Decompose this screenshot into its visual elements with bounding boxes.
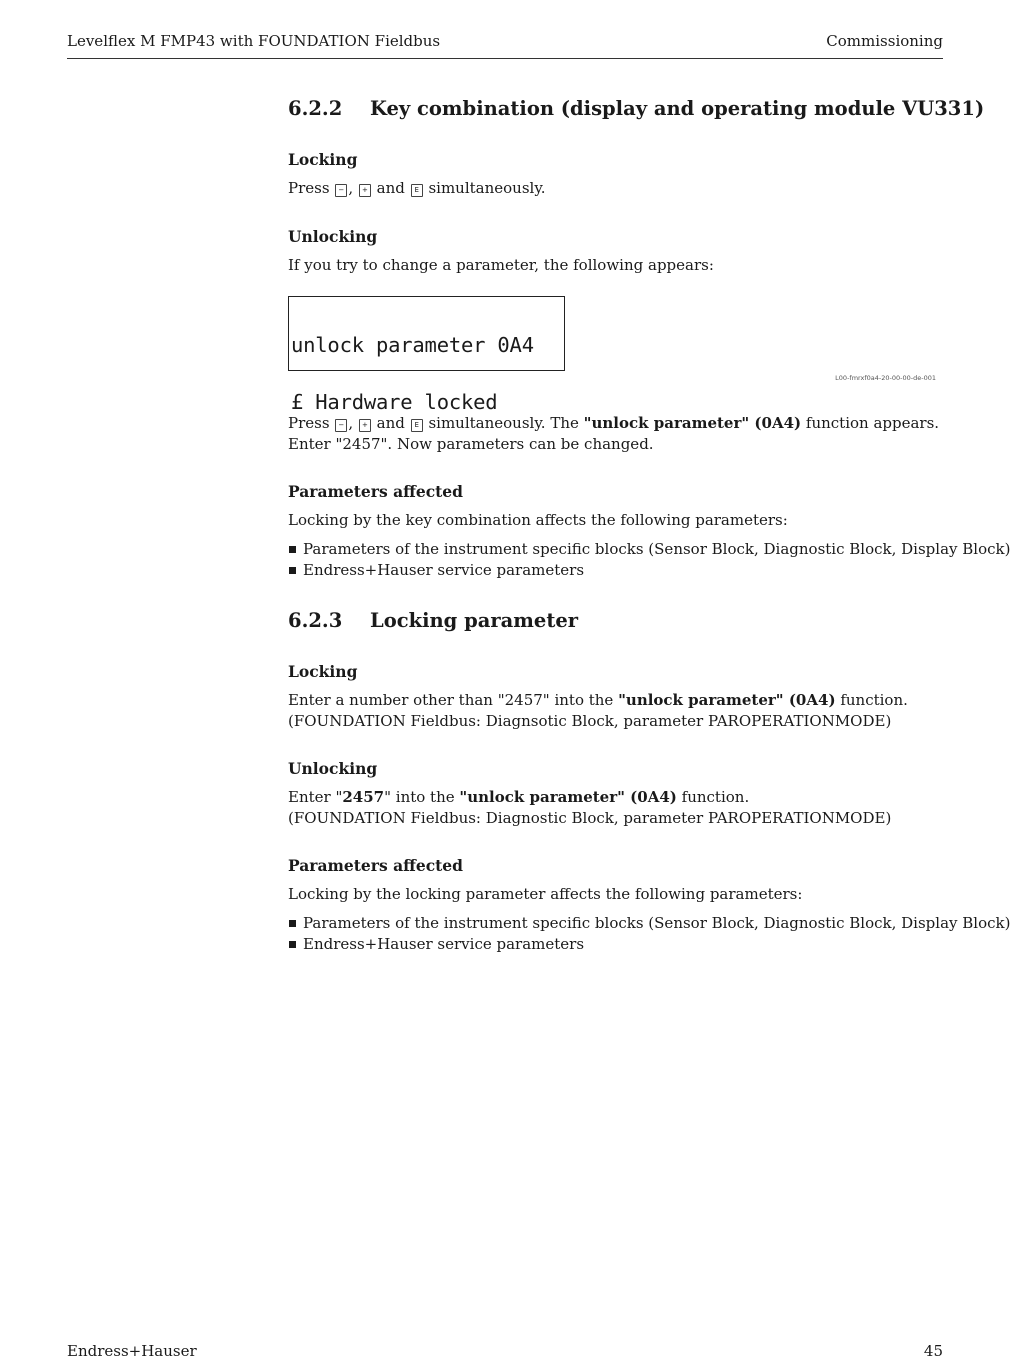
section-heading-6-2-3 [288,609,578,632]
unlocking-parameter-note: (FOUNDATION Fieldbus: Diagnostic Block, parameter PAROPERATIONMODE) [288,809,892,827]
unlocking-code-instruction: Enter "2457". Now parameters can be changed. [288,435,654,453]
minus-key-icon: − [335,419,347,432]
figure-code: L00-fmrxf0a4-20-00-00-de-001 [835,374,936,382]
lcd-display-figure [288,296,565,414]
list-item: Endress+Hauser service parameters [288,560,1010,581]
section-number: 6.2.3 [288,609,343,632]
affected-intro: Locking by the locking parameter affects the following parameters: [288,885,803,903]
subheading-locking: Locking [288,662,358,681]
enter-key-icon: E [411,419,423,432]
list-item: Endress+Hauser service parameters [288,934,1010,955]
section-title: Locking parameter [370,609,579,632]
unlocking-parameter-instruction: Enter "2457" into the "unlock parameter" (0A4) function. [288,788,750,806]
subheading-parameters-affected: Parameters affected [288,856,463,875]
subheading-parameters-affected: Parameters affected [288,482,463,501]
affected-intro: Locking by the key combination affects the following parameters: [288,511,788,529]
subheading-unlocking: Unlocking [288,227,378,246]
page-number: 45 [923,1342,943,1360]
plus-key-icon: + [359,419,371,432]
unlocking-instruction: Press − , + and E simultaneously. The "unlock parameter" (0A4) function appears. [288,414,940,432]
section-number: 6.2.2 [288,97,343,120]
header-divider [67,58,943,59]
enter-key-icon: E [411,184,423,197]
section-title: Key combination (display and operating module VU331) [370,97,985,120]
brand-name: Endress+Hauser [67,1342,197,1360]
lcd-line-2: £ Hardware locked [291,390,498,414]
locking-parameter-instruction: Enter a number other than "2457" into the "unlock parameter" (0A4) function. [288,691,908,709]
affected-parameters-list [288,913,1010,954]
affected-parameters-list [288,539,1010,580]
locking-instruction: Press − , + and E simultaneously. [288,179,546,197]
document-title: Levelflex M FMP43 with FOUNDATION Fieldbus [67,32,441,50]
locking-parameter-note: (FOUNDATION Fieldbus: Diagnsotic Block, parameter PAROPERATIONMODE) [288,712,892,730]
list-item: Parameters of the instrument specific blocks (Sensor Block, Diagnostic Block, Display Block) [288,913,1010,934]
minus-key-icon: − [335,184,347,197]
section-heading-6-2-2 [288,97,984,120]
unlocking-intro: If you try to change a parameter, the following appears: [288,256,714,274]
list-item: Parameters of the instrument specific blocks (Sensor Block, Diagnostic Block, Display Block) [288,539,1010,560]
lcd-line-1: unlock parameter 0A4 [291,333,534,357]
subheading-locking: Locking [288,150,358,169]
plus-key-icon: + [359,184,371,197]
subheading-unlocking: Unlocking [288,759,378,778]
chapter-title: Commissioning [826,32,943,50]
